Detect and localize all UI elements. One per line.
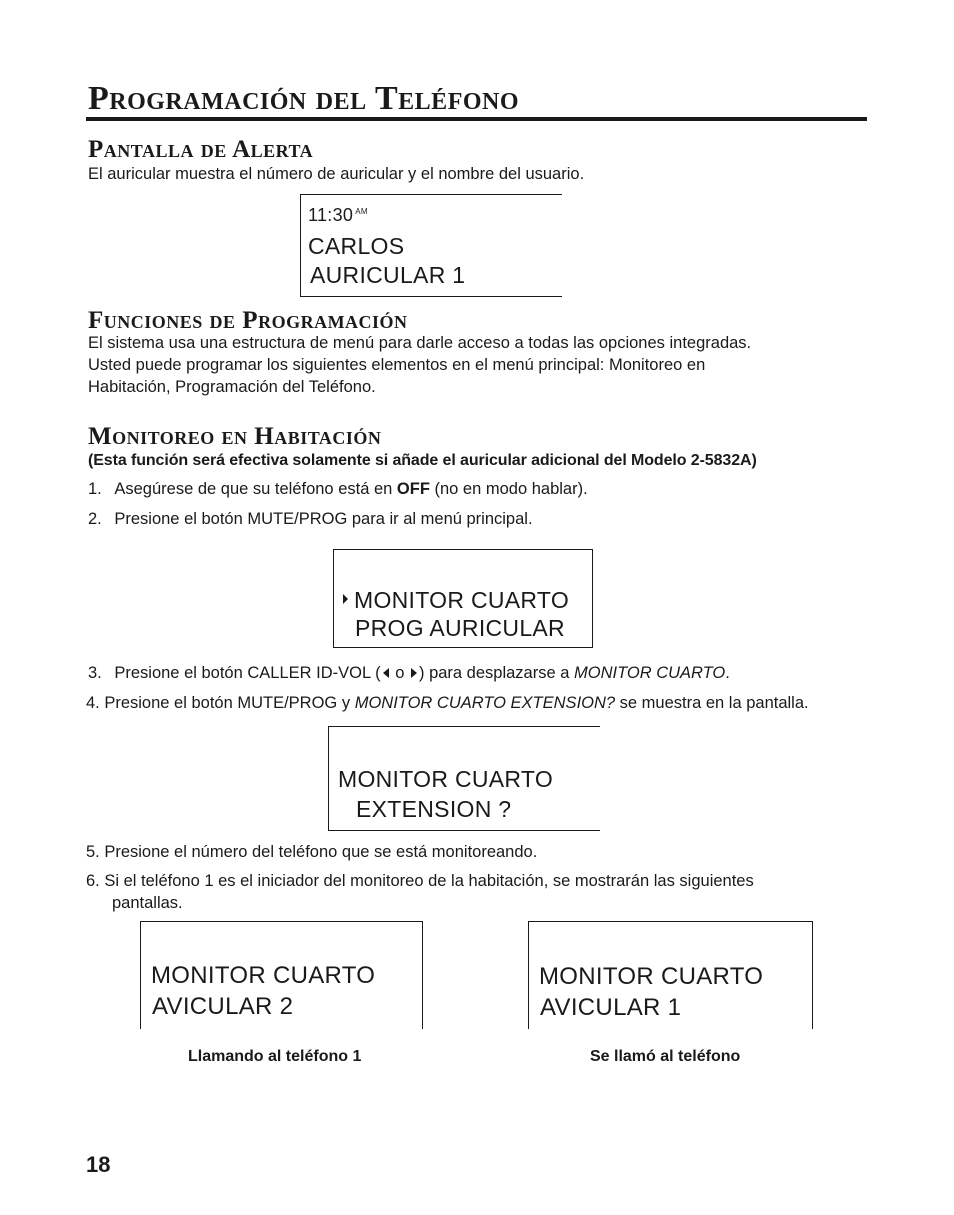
step-4-pre: 4. Presione el botón MUTE/PROG y [86,694,355,712]
title-rule [86,117,867,121]
step-3-end: . [725,664,730,682]
calling-line1: MONITOR CUARTO [151,962,376,989]
menu-line1: MONITOR CUARTO [354,587,570,613]
step-2 [88,508,533,530]
step-6-line1: 6. Si el teléfono 1 es el iniciador del monitoreo de la habitación, se mostrarán las siguientes [86,872,754,890]
step-3-italic: MONITOR CUARTO [574,664,726,682]
calling-line2: AVICULAR 2 [152,993,294,1020]
extension-display [328,726,600,831]
step-2-text: Presione el botón MUTE/PROG para ir al menú principal. [114,510,533,528]
step-4-italic: MONITOR CUARTO EXTENSION? [354,694,616,712]
alert-display [300,194,562,297]
menu-display [333,549,593,648]
extension-line2: EXTENSION ? [356,796,512,822]
step-4 [86,692,809,714]
step-2-num: 2. [88,510,102,528]
menu-line2: PROG AURICULAR [355,615,565,641]
display-time: 11:30 $^{AM}$ [308,205,368,225]
monitor-note: (Esta función será efectiva solamente si añade el auricular adicional del Modelo 2-5832A) [88,452,757,469]
step-1-bold: OFF [396,480,430,498]
functions-text-line3: Habitación, Programación del Teléfono. [88,378,376,396]
page-number: 18 [86,1152,111,1177]
step-4-post: se muestra en la pantalla. [615,694,809,712]
step-3-mid: o [390,664,409,682]
right-arrow-icon [411,668,417,678]
alert-text: El auricular muestra el número de auricular y el nombre del usuario. [88,165,585,183]
calling-caption: Llamando al teléfono 1 [188,1048,362,1065]
step-5: 5. Presione el número del teléfono que se está monitoreando. [86,843,538,861]
left-arrow-icon [383,668,389,678]
extension-line1: MONITOR CUARTO [338,766,554,792]
step-6-line2: pantallas. [112,894,183,912]
functions-heading: Funciones de Programación [88,307,408,334]
selection-arrow-icon [343,594,348,604]
display-line1: CARLOS [308,233,405,259]
monitor-heading: Monitoreo en Habitación [88,423,382,450]
called-line2: AVICULAR 1 [540,994,682,1021]
step-1-num: 1. [88,480,102,498]
page-title: Programación del Teléfono [88,80,520,117]
step-1 [88,478,588,500]
called-line1: MONITOR CUARTO [539,963,764,990]
display-line2: AURICULAR 1 [310,262,466,288]
alert-heading: Pantalla de Alerta [88,136,314,163]
step-1-pre: Asegúrese de que su teléfono está en [114,480,397,498]
step-3 [88,662,730,684]
called-display [528,921,813,1029]
functions-text-line1: El sistema usa una estructura de menú para darle acceso a todas las opciones integradas. [88,334,752,352]
called-caption: Se llamó al teléfono [590,1048,741,1065]
functions-text-line2: Usted puede programar los siguientes elementos en el menú principal: Monitoreo en [88,356,706,374]
step-3-post: ) para desplazarse a [418,664,574,682]
calling-display [140,921,423,1029]
step-3-num: 3. [88,664,102,682]
step-1-post: (no en modo hablar). [429,480,588,498]
step-3-pre: Presione el botón CALLER ID-VOL ( [114,664,381,682]
